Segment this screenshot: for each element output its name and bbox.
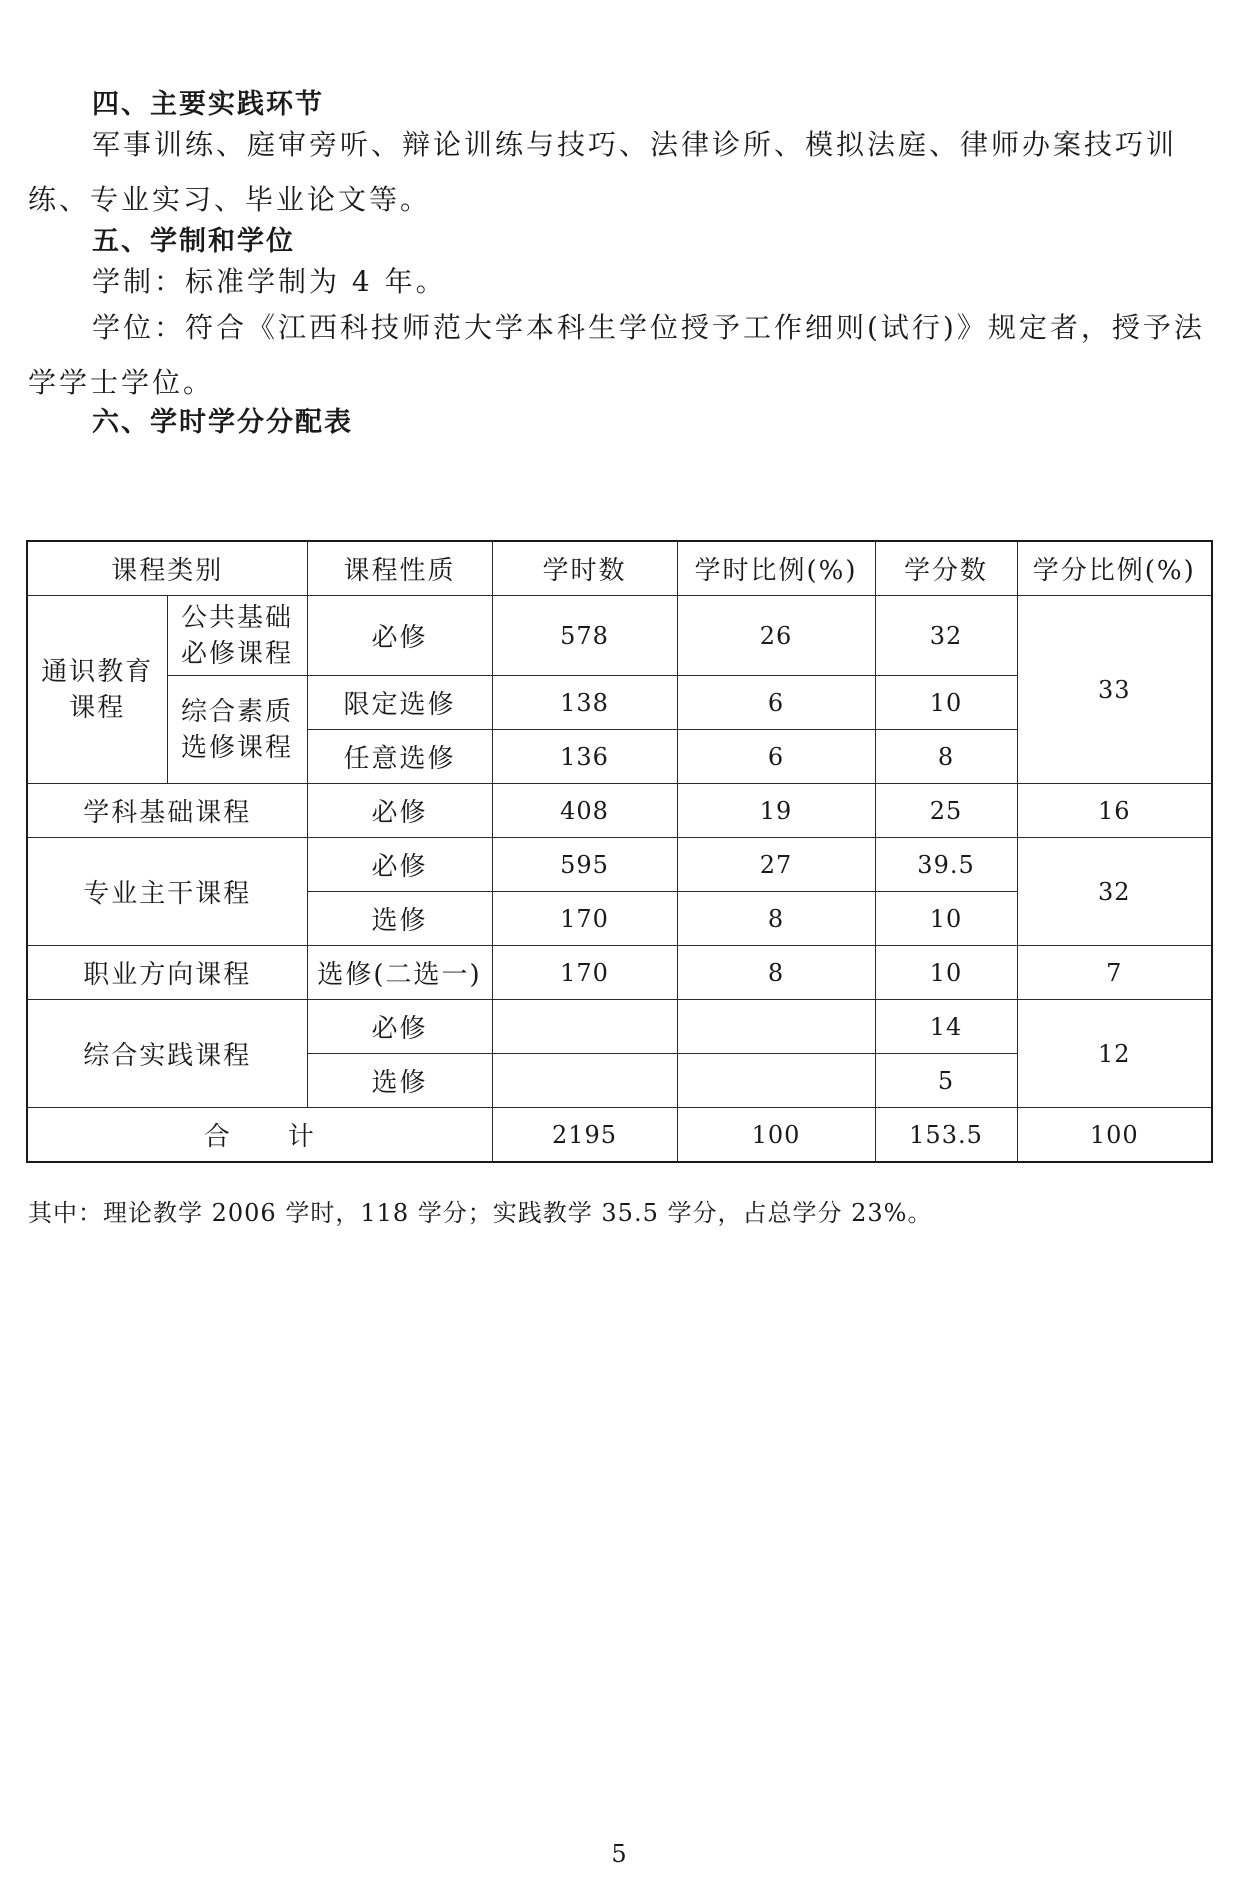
cell-hours-ratio xyxy=(677,1054,875,1108)
cell-nature: 必修 xyxy=(307,596,492,676)
total-label: 合 计 xyxy=(27,1108,492,1163)
cell-nature: 选修 xyxy=(307,892,492,946)
table-row xyxy=(27,1000,1212,1054)
page-number: 5 xyxy=(611,1840,627,1868)
cell-nature: 限定选修 xyxy=(307,676,492,730)
table-row xyxy=(27,946,1212,1000)
header-hours-ratio: 学时比例(%) xyxy=(677,541,875,596)
table-footnote: 其中：理论教学 2006 学时，118 学分；实践教学 35.5 学分，占总学分 23%。 xyxy=(28,1199,933,1227)
credit-hour-table xyxy=(26,540,1213,1163)
cell-hours-ratio: 6 xyxy=(677,730,875,784)
cell-hours: 408 xyxy=(492,784,677,838)
total-hours-ratio: 100 xyxy=(677,1108,875,1163)
cell-nature: 任意选修 xyxy=(307,730,492,784)
cell-credit-ratio: 16 xyxy=(1017,784,1212,838)
cell-hours-ratio xyxy=(677,1000,875,1054)
subcategory-public-basic xyxy=(167,596,307,676)
category-general xyxy=(27,596,167,784)
practice-body: 军事训练、庭审旁听、辩论训练与技巧、法律诊所、模拟法庭、律师办案技巧训练、专业实习、毕业论文等。 xyxy=(28,128,1178,216)
degree-text: 学位：符合《江西科技师范大学本科生学位授予工作细则(试行)》规定者，授予法学学士学位。 xyxy=(28,311,1205,399)
cell-credit-ratio: 12 xyxy=(1017,1000,1212,1108)
subcategory-quality-label: 综合素质选修课程 xyxy=(181,696,294,763)
table-header-row xyxy=(27,541,1212,596)
cell-nature: 必修 xyxy=(307,784,492,838)
cell-hours: 138 xyxy=(492,676,677,730)
table-total-row xyxy=(27,1108,1212,1163)
category-practice: 综合实践课程 xyxy=(27,1000,307,1108)
cell-hours: 170 xyxy=(492,892,677,946)
section-heading-practice: 四、主要实践环节 xyxy=(92,89,324,120)
header-nature: 课程性质 xyxy=(307,541,492,596)
cell-credit-ratio: 32 xyxy=(1017,838,1212,946)
duration-text: 学制：标准学制为 4 年。 xyxy=(92,265,447,298)
header-hours: 学时数 xyxy=(492,541,677,596)
section-heading-credits: 六、学时学分分配表 xyxy=(92,407,353,438)
header-credits: 学分数 xyxy=(875,541,1017,596)
subcategory-public-basic-label: 公共基础必修课程 xyxy=(181,602,294,669)
total-hours: 2195 xyxy=(492,1108,677,1163)
total-credit-ratio: 100 xyxy=(1017,1108,1212,1163)
cell-credits: 32 xyxy=(875,596,1017,676)
category-discipline: 学科基础课程 xyxy=(27,784,307,838)
header-credit-ratio: 学分比例(%) xyxy=(1017,541,1212,596)
cell-nature: 选修 xyxy=(307,1054,492,1108)
header-category: 课程类别 xyxy=(27,541,307,596)
cell-nature: 选修(二选一) xyxy=(307,946,492,1000)
credit-table-wrap xyxy=(26,540,1211,1163)
cell-hours-ratio: 19 xyxy=(677,784,875,838)
cell-credits: 10 xyxy=(875,676,1017,730)
cell-hours-ratio: 6 xyxy=(677,676,875,730)
category-major: 专业主干课程 xyxy=(27,838,307,946)
cell-hours xyxy=(492,1054,677,1108)
cell-credits: 8 xyxy=(875,730,1017,784)
cell-credits: 25 xyxy=(875,784,1017,838)
cell-credits: 39.5 xyxy=(875,838,1017,892)
table-row xyxy=(27,784,1212,838)
cell-nature: 必修 xyxy=(307,1000,492,1054)
cell-hours-ratio: 8 xyxy=(677,892,875,946)
cell-hours-ratio: 27 xyxy=(677,838,875,892)
subcategory-quality xyxy=(167,676,307,784)
category-general-label: 通识教育课程 xyxy=(41,656,154,723)
cell-credit-ratio: 7 xyxy=(1017,946,1212,1000)
cell-hours xyxy=(492,1000,677,1054)
cell-hours: 136 xyxy=(492,730,677,784)
table-row xyxy=(27,838,1212,892)
cell-hours-ratio: 26 xyxy=(677,596,875,676)
cell-credits: 14 xyxy=(875,1000,1017,1054)
total-credits: 153.5 xyxy=(875,1108,1017,1163)
cell-hours: 578 xyxy=(492,596,677,676)
cell-credit-ratio-general: 33 xyxy=(1017,596,1212,784)
cell-hours: 170 xyxy=(492,946,677,1000)
section-heading-system: 五、学制和学位 xyxy=(92,226,295,257)
cell-credits: 10 xyxy=(875,892,1017,946)
cell-credits: 5 xyxy=(875,1054,1017,1108)
cell-nature: 必修 xyxy=(307,838,492,892)
category-career: 职业方向课程 xyxy=(27,946,307,1000)
cell-hours-ratio: 8 xyxy=(677,946,875,1000)
table-row xyxy=(27,596,1212,676)
cell-credits: 10 xyxy=(875,946,1017,1000)
cell-hours: 595 xyxy=(492,838,677,892)
